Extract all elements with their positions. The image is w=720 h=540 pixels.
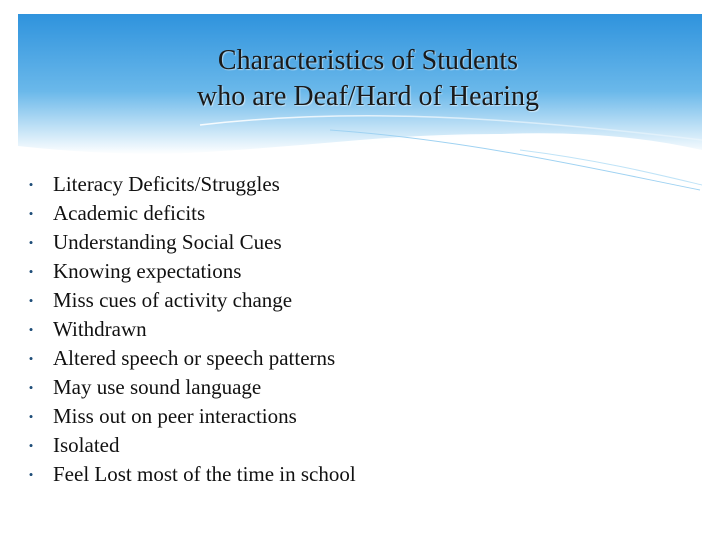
bullet-text: Withdrawn [53, 317, 147, 341]
bullet-icon: • [28, 177, 34, 192]
bullet-icon: • [28, 351, 34, 366]
slide-title [0, 43, 720, 115]
title-line-1: Characteristics of Students [217, 45, 519, 76]
title-line-2: who are Deaf/Hard of Hearing [196, 81, 540, 112]
bullet-text: Miss out on peer interactions [53, 404, 297, 428]
bullet-icon: • [28, 264, 34, 279]
bullet-icon: • [28, 438, 34, 453]
bullet-text: Isolated [53, 433, 120, 457]
bullet-icon: • [28, 206, 34, 221]
bullet-text: May use sound language [53, 375, 262, 399]
bullet-icon: • [28, 467, 34, 482]
bullet-text: Understanding Social Cues [53, 230, 282, 254]
bullet-icon: • [28, 235, 34, 250]
bullet-text: Academic deficits [53, 201, 206, 225]
bullet-icon: • [28, 322, 34, 337]
bullet-text: Literacy Deficits/Struggles [53, 172, 280, 196]
bullet-text: Altered speech or speech patterns [53, 346, 336, 370]
bullet-icon: • [28, 293, 34, 308]
bullet-text: Knowing expectations [53, 259, 242, 283]
bullet-text: Miss cues of activity change [53, 288, 293, 312]
bullet-icon: • [28, 380, 34, 395]
bullet-text: Feel Lost most of the time in school [53, 462, 356, 486]
bullet-icon: • [28, 409, 34, 424]
